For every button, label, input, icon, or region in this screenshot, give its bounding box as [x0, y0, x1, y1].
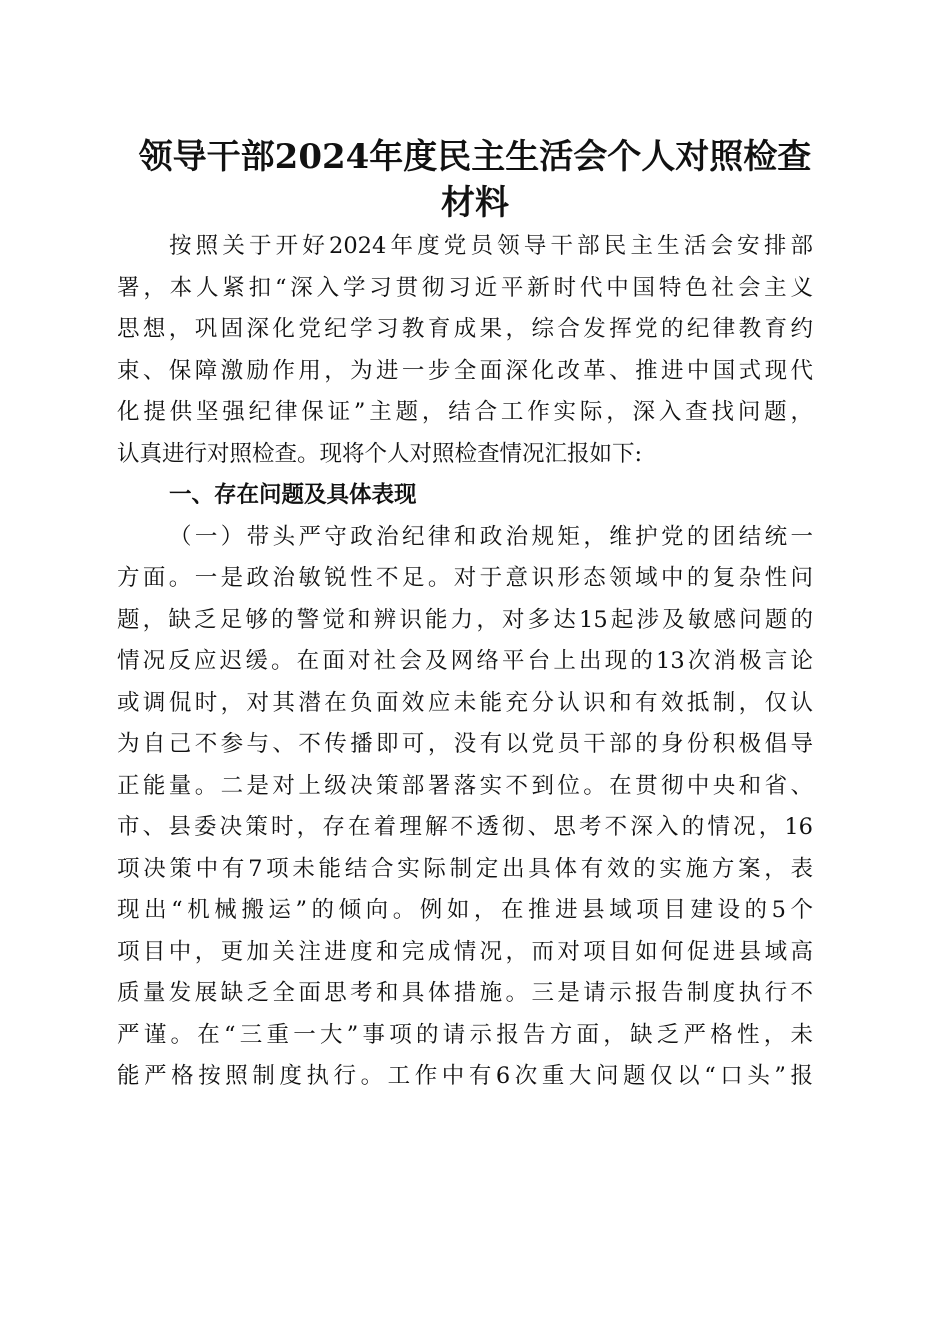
text-line: 为自己不参与、不传播即可，没有以党员干部的身份积极倡导 [117, 731, 813, 757]
section-paragraph [117, 517, 813, 1098]
text-line: 市、县委决策时，存在着理解不透彻、思考不深入的情况，16 [117, 814, 813, 840]
intro-paragraph [117, 226, 813, 475]
document-title [120, 134, 830, 226]
text-line: 严谨。在“三重一大”事项的请示报告方面，缺乏严格性，未 [117, 1021, 813, 1048]
text-line: 束、保障激励作用，为进一步全面深化改革、推进中国式现代 [117, 357, 813, 384]
text-line: 按照关于开好2024年度党员领导干部民主生活会安排部 [169, 233, 813, 259]
text-line: （一）带头严守政治纪律和政治规矩，维护党的团结统一 [169, 523, 813, 550]
title-line-2: 材料 [441, 183, 509, 223]
text-line: 或调侃时，对其潜在负面效应未能充分认识和有效抵制，仅认 [117, 689, 813, 716]
document-body [117, 226, 813, 1098]
text-line: 署，本人紧扣“深入学习贯彻习近平新时代中国特色社会主义 [117, 274, 813, 301]
text-line: 现出“机械搬运”的倾向。例如，在推进县域项目建设的5个 [117, 897, 813, 923]
section-heading: 一、存在问题及具体表现 [169, 482, 417, 508]
text-line: 项决策中有7项未能结合实际制定出具体有效的实施方案，表 [117, 855, 813, 882]
text-line: 化提供坚强纪律保证”主题，结合工作实际，深入查找问题， [117, 399, 813, 425]
text-line: 认真进行对照检查。现将个人对照检查情况汇报如下: [117, 440, 643, 467]
text-line: 方面。一是政治敏锐性不足。对于意识形态领域中的复杂性问 [117, 565, 813, 591]
text-line: 能严格按照制度执行。工作中有6次重大问题仅以“口头”报 [117, 1063, 813, 1089]
text-line: 思想，巩固深化党纪学习教育成果，综合发挥党的纪律教育约 [117, 316, 813, 342]
text-line: 情况反应迟缓。在面对社会及网络平台上出现的13次消极言论 [117, 648, 813, 674]
text-line: 项目中，更加关注进度和完成情况，而对项目如何促进县域高 [117, 938, 813, 965]
text-line: 正能量。二是对上级决策部署落实不到位。在贯彻中央和省、 [117, 772, 813, 799]
text-line: 质量发展缺乏全面思考和具体措施。三是请示报告制度执行不 [117, 980, 813, 1006]
text-line: 题，缺乏足够的警觉和辨识能力，对多达15起涉及敏感问题的 [117, 606, 813, 633]
title-line-1: 领导干部2024年度民主生活会个人对照检查 [138, 137, 812, 177]
